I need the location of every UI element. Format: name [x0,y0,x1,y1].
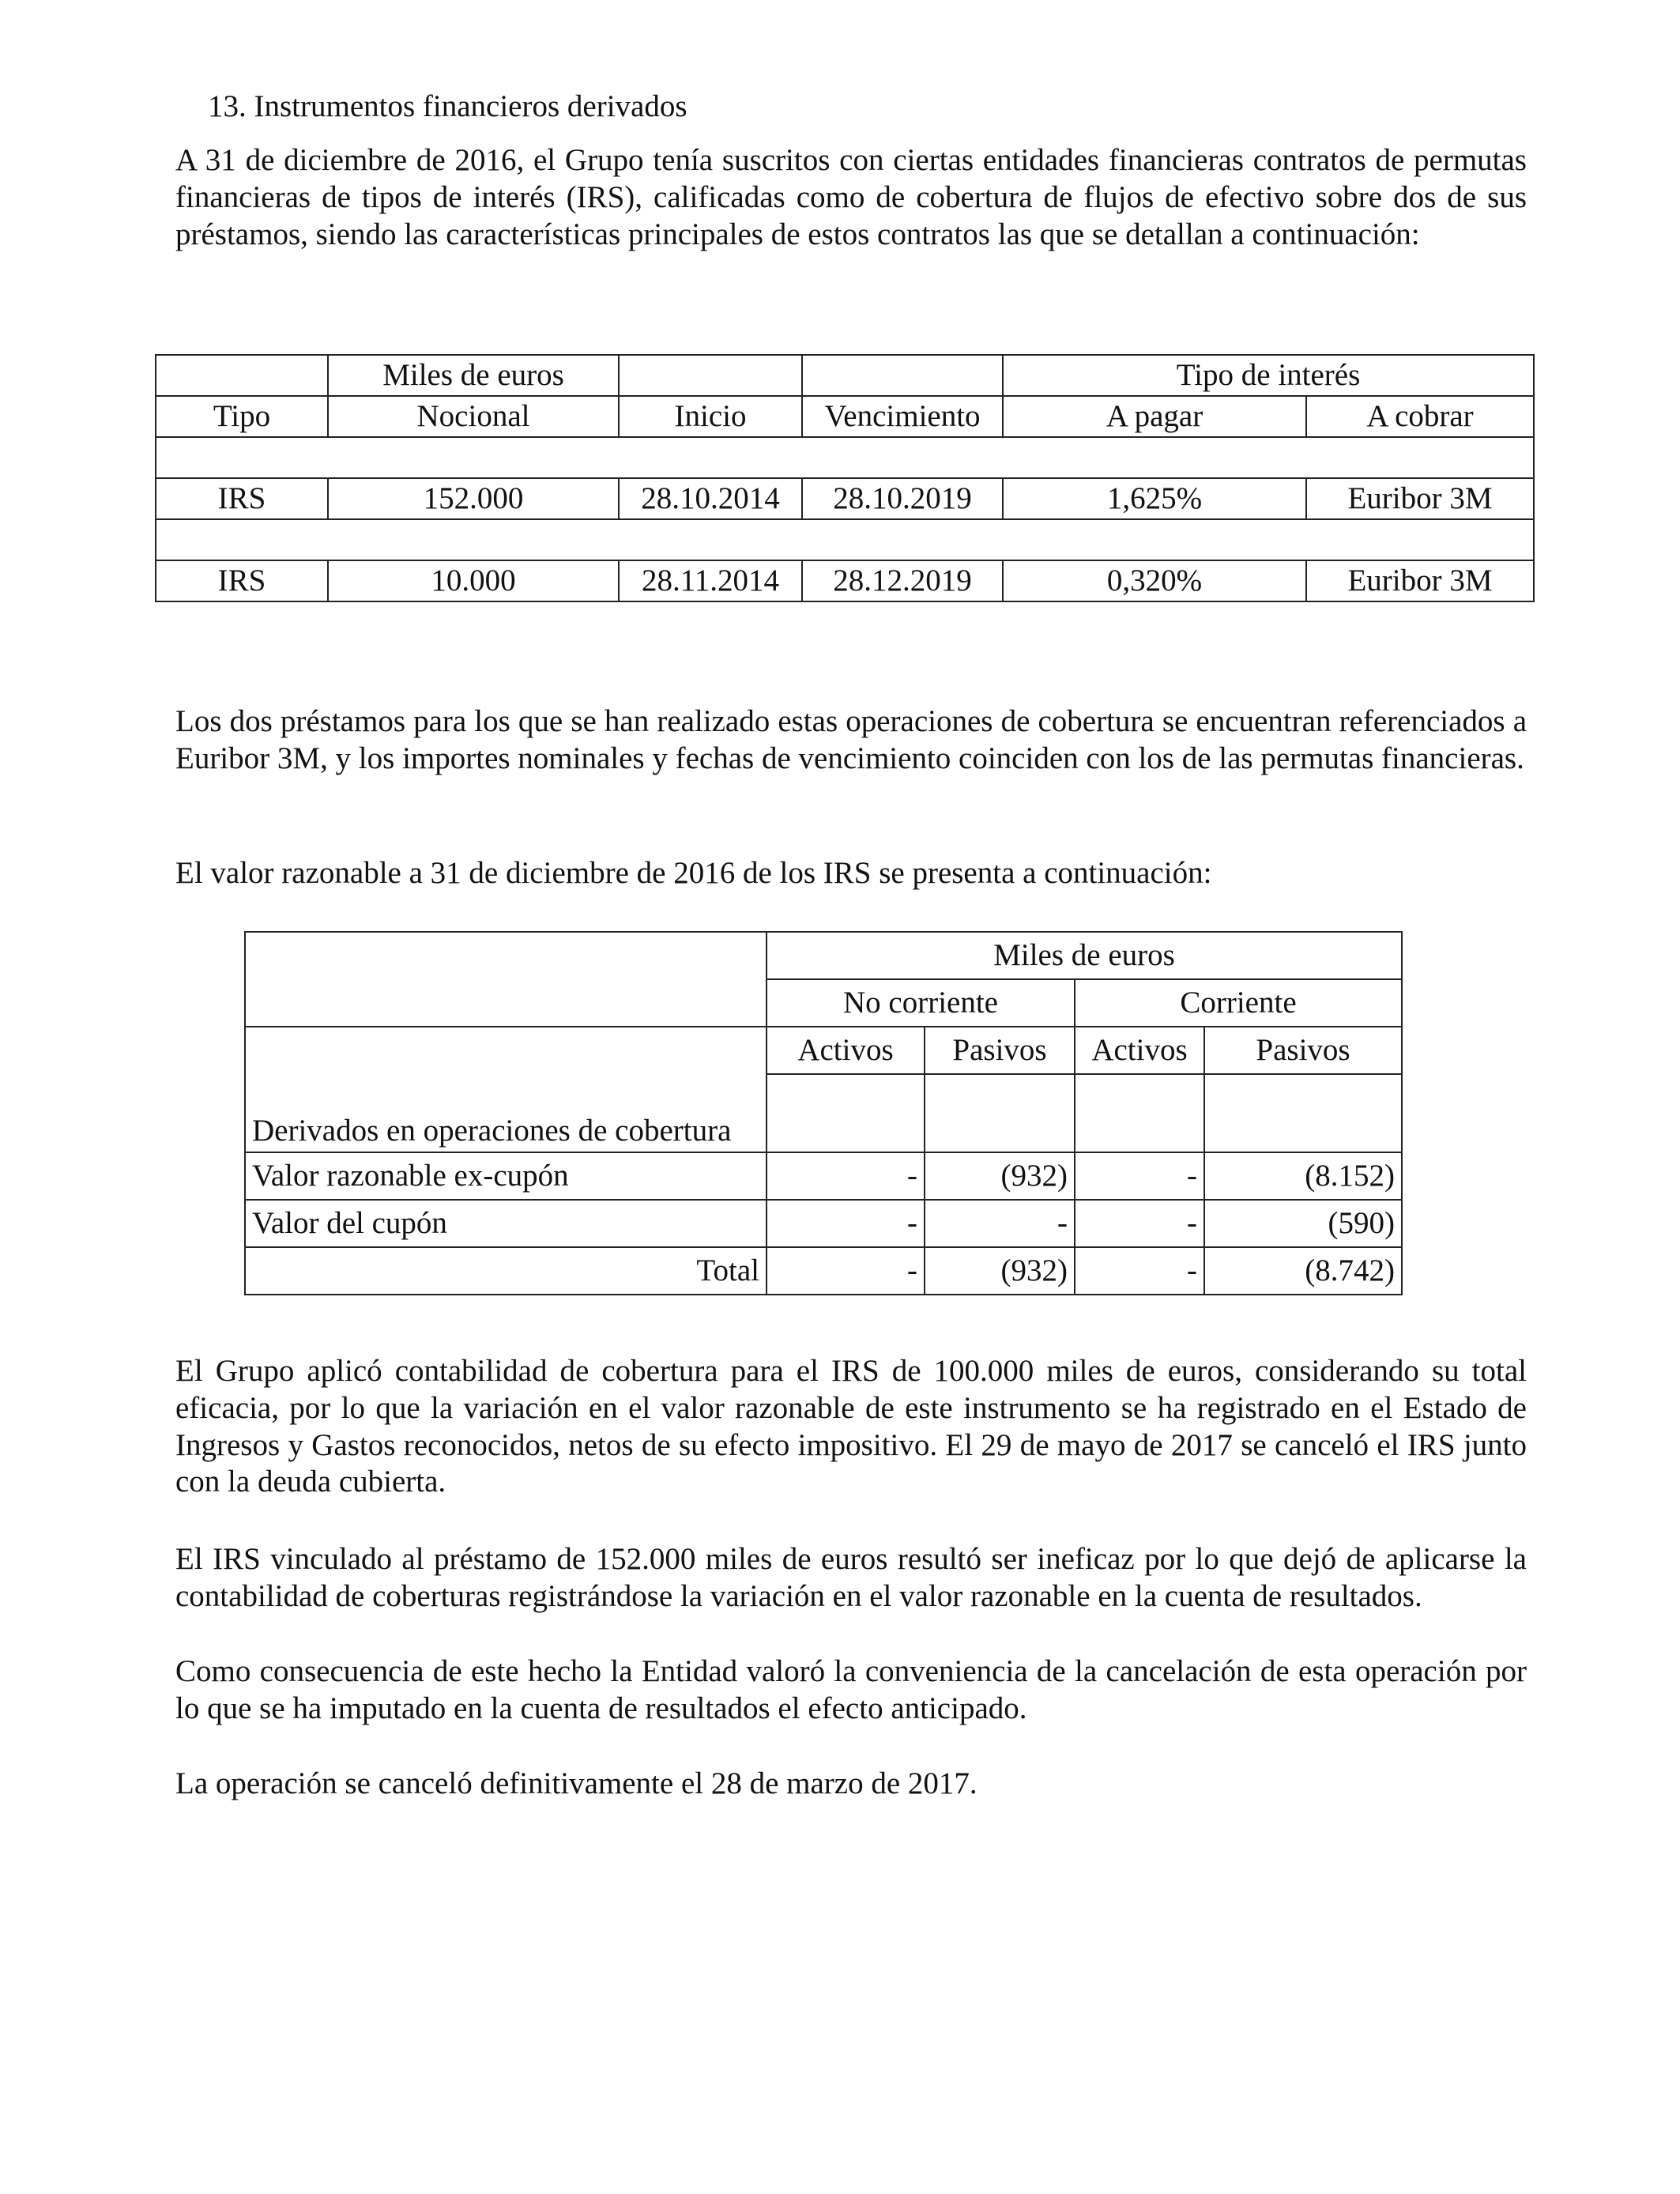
table-header-cell: Corriente [1075,979,1402,1027]
table-header-cell: Tipo [156,396,328,437]
body-paragraph: El IRS vinculado al préstamo de 152.000 miles de euros resultó ser ineficaz por lo que dejó de aplicarse la contabilidad de coberturas registrándose la variación en el valor razonable en la cuenta de resultados. [175,1542,1527,1613]
table-header-cell: No corriente [767,979,1075,1027]
table-header-cell: Nocional [328,396,619,437]
table-cell: 28.11.2014 [619,560,802,601]
table-cell: (932) [925,1247,1075,1295]
table-header-cell: A cobrar [1306,396,1534,437]
table-cell: - [1075,1152,1204,1200]
table-header-cell: Miles de euros [767,932,1402,979]
spacer-row [156,519,1534,560]
body-paragraph: El Grupo aplicó contabilidad de cobertura para el IRS de 100.000 miles de euros, considerando su total eficacia, por lo que la variación en el valor razonable de este instrumento se ha registrado en el Estado de Ingresos y Gastos reconocidos, netos de su efecto impositivo. El 29 de mayo de 2017 se canceló el IRS junto con la deuda cubierta. [175,1354,1527,1499]
table-header-cell [619,355,802,396]
table-cell: - [767,1247,925,1295]
body-paragraph: La operación se canceló definitivamente el 28 de marzo de 2017. [175,1766,977,1800]
table-header-row [156,396,1534,437]
table-header-cell: Inicio [619,396,802,437]
row-label: Valor del cupón [245,1200,767,1247]
table-header-row [245,1027,1402,1074]
table-cell: (8.742) [1204,1247,1402,1295]
table-row [156,478,1534,519]
table-cell: 1,625% [1003,478,1306,519]
table-cell: - [767,1200,925,1247]
table-header-cell: Activos [767,1027,925,1074]
fair-value-table [244,931,1403,1295]
table-cell: - [767,1152,925,1200]
table-cell: 10.000 [328,560,619,601]
table-header-row [156,355,1534,396]
table-cell: 0,320% [1003,560,1306,601]
table-header-cell: A pagar [1003,396,1306,437]
row-label: Total [245,1247,767,1295]
table-cell: - [1075,1247,1204,1295]
body-paragraph: Como consecuencia de este hecho la Entidad valoró la conveniencia de la cancelación de esta operación por lo que se ha imputado en la cuenta de resultados el efecto anticipado. [175,1654,1527,1725]
table-header-cell [156,355,328,396]
table-header-cell: Activos [1075,1027,1204,1074]
irs-contracts-table [155,354,1535,602]
table-header-cell: Pasivos [925,1027,1075,1074]
table-cell: 28.10.2019 [802,478,1003,519]
section-label: Derivados en operaciones de cobertura [245,1074,767,1152]
row-label: Valor razonable ex-cupón [245,1152,767,1200]
table-header-row [245,932,1402,979]
table-row [245,1074,1402,1152]
table-cell: Euribor 3M [1306,560,1534,601]
table-cell: (590) [1204,1200,1402,1247]
table-row [245,1200,1402,1247]
table-cell: 28.12.2019 [802,560,1003,601]
table-total-row [245,1247,1402,1295]
body-paragraph: Los dos préstamos para los que se han realizado estas operaciones de cobertura se encuentran referenciados a Euribor 3M, y los importes nominales y fechas de vencimiento coinciden con los de las permutas financieras. [175,704,1527,775]
spacer-row [156,437,1534,478]
table-header-cell: Miles de euros [328,355,619,396]
table-cell: (8.152) [1204,1152,1402,1200]
table-header-cell [802,355,1003,396]
table-row [245,1152,1402,1200]
table-cell: - [1075,1200,1204,1247]
table-cell: 152.000 [328,478,619,519]
intro-paragraph: A 31 de diciembre de 2016, el Grupo tenía suscritos con ciertas entidades financieras contratos de permutas financieras de tipos de interés (IRS), calificadas como de cobertura de flujos de efectivo sobre dos de sus préstamos, siendo las características principales de estos contratos las que se detallan a continuación: [175,143,1527,251]
section-heading: 13. Instrumentos financieros derivados [208,89,687,123]
table-header-cell: Vencimiento [802,396,1003,437]
table-cell: IRS [156,478,328,519]
table-cell: Euribor 3M [1306,478,1534,519]
body-paragraph: El valor razonable a 31 de diciembre de 2016 de los IRS se presenta a continuación: [175,856,1212,890]
table-cell: IRS [156,560,328,601]
table-header-cell: Pasivos [1204,1027,1402,1074]
table-cell: 28.10.2014 [619,478,802,519]
table-row [156,560,1534,601]
table-cell: - [925,1200,1075,1247]
table-header-cell: Tipo de interés [1003,355,1534,396]
table-cell: (932) [925,1152,1075,1200]
